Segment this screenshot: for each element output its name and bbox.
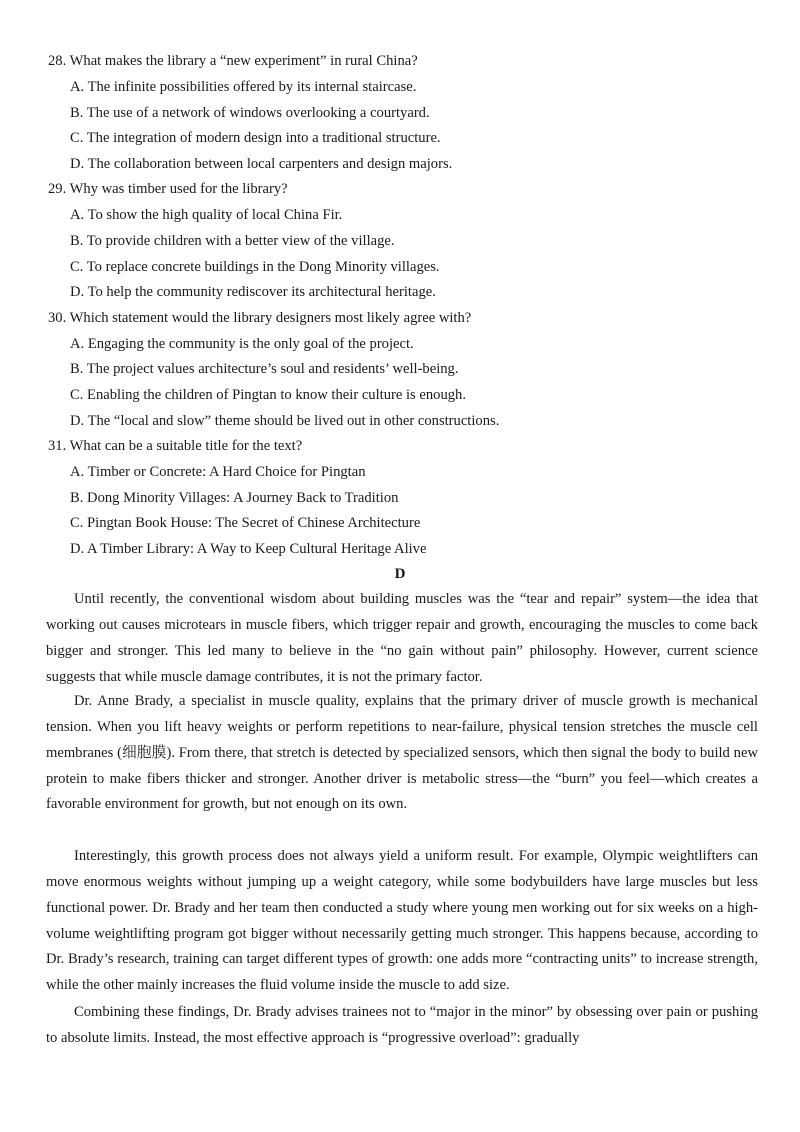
option-b: B. To provide children with a better view of the village. bbox=[70, 233, 395, 249]
option-b: B. Dong Minority Villages: A Journey Back to Tradition bbox=[70, 490, 399, 506]
option-b: B. The project values architecture’s soul and residents’ well-being. bbox=[70, 361, 459, 377]
option-c: C. Pingtan Book House: The Secret of Chinese Architecture bbox=[70, 515, 421, 531]
option-c: C. To replace concrete buildings in the Dong Minority villages. bbox=[70, 259, 440, 275]
passage-paragraph-3: Interestingly, this growth process does not always yield a uniform result. For example, Olympic weightlifters can move enormous weights without jumping up a weight category, while some bodybuilders have large muscles but less functional power. Dr. Brady and her team then conducted a study where young men working out for six weeks on a high-volume weightlifting program got bigger without necessarily getting much stronger. This happens because, according to Dr. Brady’s research, training can target different types of growth: one adds more “contracting units” to increase strength, while the other mainly increases the fluid volume inside the muscle to add size. bbox=[46, 848, 758, 994]
option-a: A. Engaging the community is the only goal of the project. bbox=[70, 336, 414, 352]
option-b: B. The use of a network of windows overlooking a courtyard. bbox=[70, 105, 430, 121]
option-c: C. Enabling the children of Pingtan to know their culture is enough. bbox=[70, 387, 466, 403]
question-stem: 30. Which statement would the library designers most likely agree with? bbox=[48, 310, 472, 326]
option-d: D. To help the community rediscover its architectural heritage. bbox=[70, 284, 436, 300]
question-stem: 29. Why was timber used for the library? bbox=[48, 181, 288, 197]
section-heading: D bbox=[394, 566, 406, 582]
option-a: A. To show the high quality of local China Fir. bbox=[70, 207, 343, 223]
option-c: C. The integration of modern design into a traditional structure. bbox=[70, 130, 441, 146]
option-d: D. A Timber Library: A Way to Keep Cultural Heritage Alive bbox=[70, 541, 427, 557]
question-stem: 28. What makes the library a “new experiment” in rural China? bbox=[48, 53, 418, 69]
passage-paragraph-2: Dr. Anne Brady, a specialist in muscle quality, explains that the primary driver of muscle growth is mechanical tension. When you lift heavy weights or perform repetitions to near-failure, physical tension stretches the muscle cell membranes (细胞膜). From there, that stretch is detected by specialized sensors, which then signal the body to build new protein to make fibers thicker and stronger. Another driver is metabolic stress—the “burn” you feel—which creates a favorable environment for growth, but not enough on its own. bbox=[46, 693, 758, 813]
option-d: D. The collaboration between local carpenters and design majors. bbox=[70, 156, 453, 172]
passage-paragraph-4: Combining these findings, Dr. Brady advises trainees not to “major in the minor” by obsessing over pain or pushing to absolute limits. Instead, the most effective approach is “progressive overload”: gradually bbox=[46, 1004, 758, 1046]
option-a: A. Timber or Concrete: A Hard Choice for Pingtan bbox=[70, 464, 366, 480]
passage-paragraph-1: Until recently, the conventional wisdom about building muscles was the “tear and repair” system—the idea that working out causes microtears in muscle fibers, which trigger repair and growth, encouraging the muscles to come back bigger and stronger. This led many to believe in the “no gain without pain” philosophy. However, current science suggests that while muscle damage contributes, it is not the primary factor. bbox=[46, 591, 758, 685]
question-stem: 31. What can be a suitable title for the text? bbox=[48, 438, 303, 454]
option-a: A. The infinite possibilities offered by its internal staircase. bbox=[70, 79, 417, 95]
option-d: D. The “local and slow” theme should be lived out in other constructions. bbox=[70, 413, 500, 429]
